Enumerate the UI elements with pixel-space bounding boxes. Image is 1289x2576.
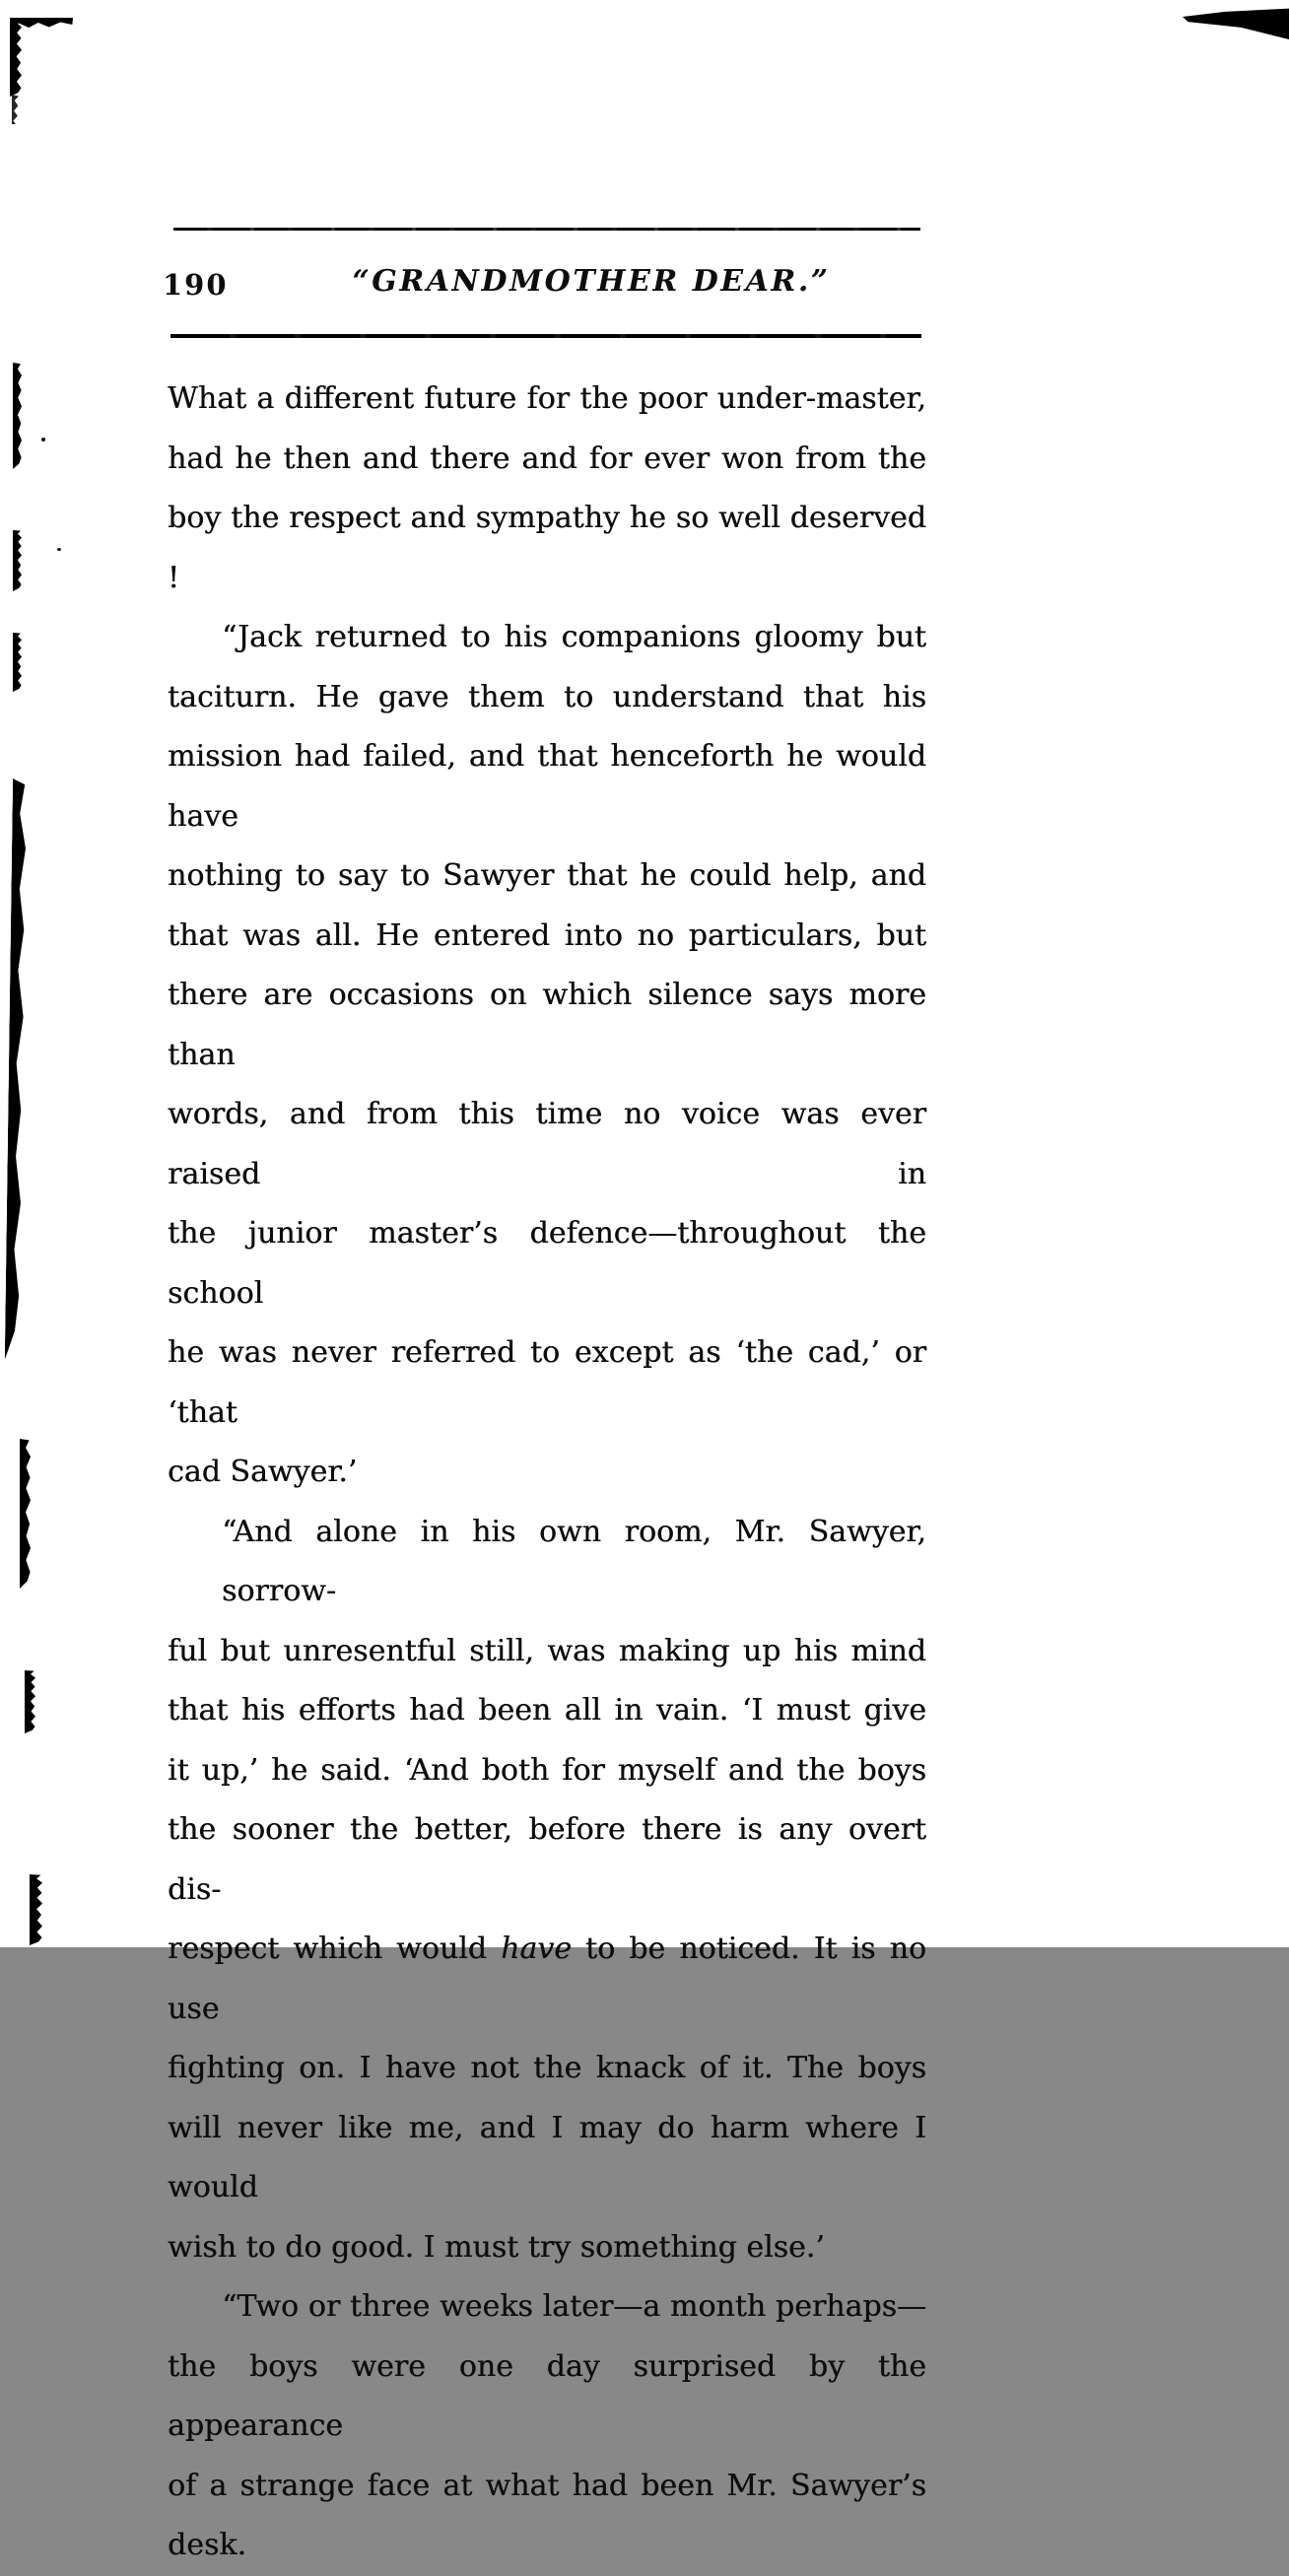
body-line: mission had failed, and that henceforth he would have [168, 739, 926, 834]
scan-gutter-mark-long [5, 779, 27, 1360]
scan-gutter-mark [30, 1874, 42, 1945]
body-line-post: to be noticed. It is no use [168, 1932, 926, 2026]
scan-corner-mark-vertical [10, 18, 22, 97]
body-line: that was all. He entered into no particulars, but [168, 917, 926, 953]
body-line: boy the respect and sympathy he so well deserved ! [168, 501, 926, 595]
body-line: he was never referred to except as ‘the cad,’ or ‘that [168, 1335, 926, 1430]
scan-gutter-mark [20, 1439, 31, 1589]
body-line-with-emphasis [168, 1920, 926, 2039]
body-line-paragraph-start: “And alone in his own room, Mr. Sawyer, sorrow- [222, 1514, 926, 1608]
scan-speck [57, 548, 61, 551]
body-line: the boys were one day surprised by the appearance [168, 2348, 926, 2443]
body-line-paragraph-end: wish to do good. I must try something else.’ [168, 2229, 825, 2265]
body-line-paragraph-start: “Jack returned to his companions gloomy but [222, 620, 926, 654]
body-line: ful but unresentful still, was making up his mind [168, 1633, 926, 1668]
scan-speck [41, 438, 45, 441]
scan-corner-mark-fade [12, 95, 19, 124]
body-line-paragraph-end: cad Sawyer.’ [168, 1455, 358, 1489]
header-rule-top [173, 228, 920, 231]
body-line: it up,’ he said. ‘And both for myself and the boys [168, 1752, 926, 1788]
body-line: that his efforts had been all in vain. ‘I must give [168, 1693, 926, 1728]
page-number: 190 [163, 268, 229, 302]
scan-corner-wedge [1183, 8, 1289, 39]
page-header [163, 264, 921, 309]
body-line: the sooner the better, before there is any overt dis- [168, 1812, 926, 1907]
body-line: the junior master’s defence—throughout the school [168, 1216, 926, 1311]
running-title: “GRANDMOTHER DEAR.” [352, 264, 831, 299]
body-line: there are occasions on which silence says more than [168, 978, 926, 1072]
body-line: nothing to say to Sawyer that he could help, and [168, 858, 926, 893]
body-line-pre: respect which would [168, 1932, 502, 1966]
body-line: will never like me, and I may do harm where I would [168, 2110, 926, 2204]
body-line: taciturn. He gave them to understand that his [168, 679, 926, 714]
body-text-block [168, 370, 926, 2576]
scan-gutter-mark [25, 1670, 35, 1733]
body-line: words, and from this time no voice was ever raised in [168, 1097, 926, 1191]
scan-gutter-mark [13, 363, 22, 469]
body-line: What a different future for the poor under-master, [168, 381, 926, 416]
scan-gutter-mark [13, 530, 22, 591]
body-line-paragraph-start: “Two or three weeks later—a month perhaps— [222, 2289, 926, 2324]
header-rule-bottom [170, 334, 921, 338]
body-line: of a strange face at what had been Mr. Sawyer’s desk. [168, 2468, 926, 2562]
body-line: had he then and there and for ever won from the [168, 441, 926, 476]
body-line: fighting on. I have not the knack of it. The boys [168, 2051, 926, 2085]
scan-gutter-mark [13, 633, 22, 692]
emphasized-word: have [501, 1932, 572, 1966]
